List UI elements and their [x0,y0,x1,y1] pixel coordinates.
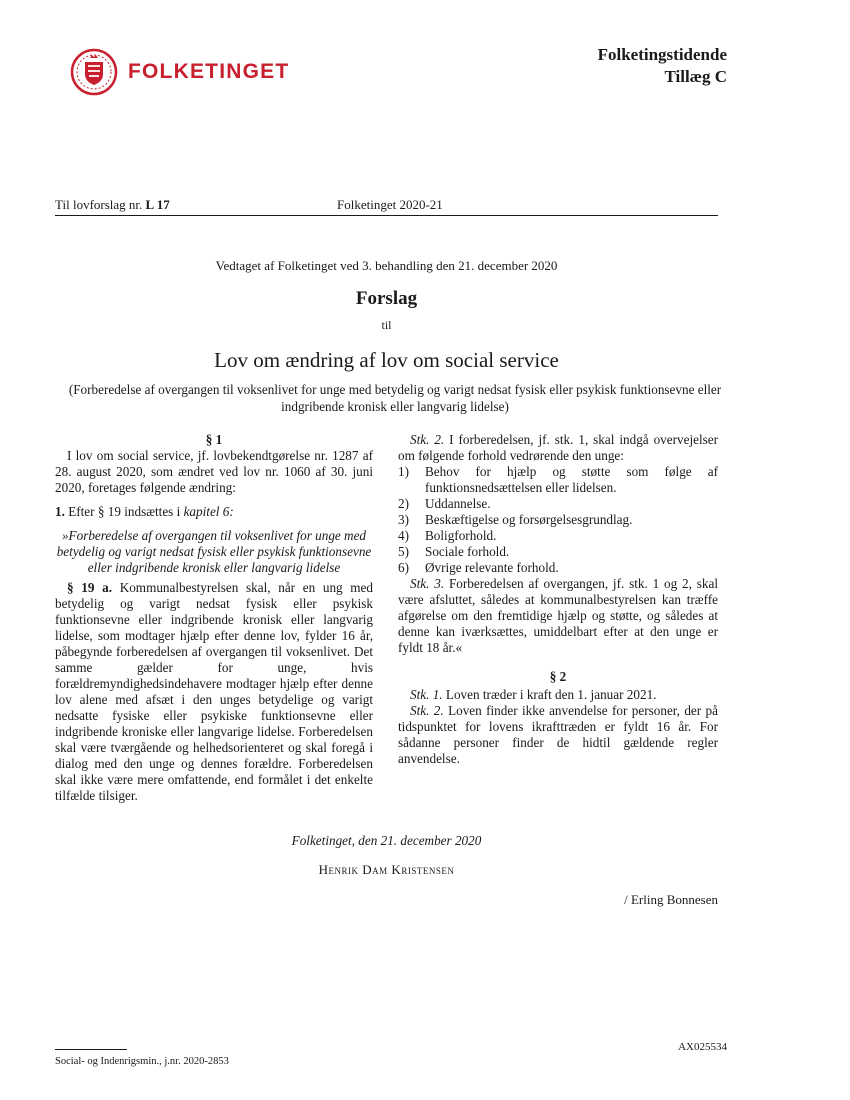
logo-wordmark: FOLKETINGET [128,60,290,83]
folketinget-logo [70,48,289,96]
signature-date: Folketinget, den 21. december 2020 [291,833,482,848]
section-2-stk1-text: Loven træder i kraft den 1. januar 2021. [445,687,657,702]
publication-header [598,44,727,88]
amendment-chapter: kapitel 6: [183,504,234,519]
section-2-stk2-label: Stk. 2. [410,703,444,718]
section-2-heading: § 2 [549,669,567,684]
law-title: Lov om ændring af lov om social service [214,348,559,372]
signatory-name: Henrik Dam Kristensen [318,862,455,877]
stk3-label: Stk. 3. [410,576,445,591]
paragraph-19a-label: § 19 a. [67,580,113,595]
list-item-number: 1) [398,464,409,479]
list-item-number: 4) [398,528,409,543]
list-item-text: Behov for hjælp og støtte som følge af funktionsnedsættelsen eller lidelsen. [425,464,718,495]
list-item [398,544,718,560]
stk2-text: I forberedelsen, jf. stk. 1, skal indgå overvejelser om følgende forhold vedrørende den unge: [398,432,719,463]
list-item-number: 5) [398,544,409,559]
list-item-text: Beskæftigelse og forsørgelsesgrundlag. [425,512,633,527]
considerations-list [398,464,718,576]
list-item-number: 3) [398,512,409,527]
right-column [398,432,718,767]
list-item [398,528,718,544]
law-subtitle: (Forberedelse af overgangen til voksenlivet for unge med betydelig og varigt nedsat fysisk eller psykisk funktionsevne eller indgribende kronisk eller langvarig lidelse) [68,382,722,414]
list-item-text: Sociale forhold. [425,544,510,559]
publication-supplement: Tillæg C [664,67,727,86]
list-item [398,512,718,528]
list-item-number: 2) [398,496,409,511]
session-label: Folketinget 2020-21 [337,197,443,212]
bill-reference [55,197,170,213]
list-item [398,496,718,512]
coat-of-arms-seal-icon [70,48,118,96]
list-item [398,560,718,576]
section-1-intro: I lov om social service, jf. lovbekendtgørelse nr. 1287 af 28. august 2020, som ændret ved lov nr. 1060 af 30. juni 2020, foretages følgende ændring: [55,448,373,495]
paragraph-19a [55,580,373,804]
stk2-label: Stk. 2. [410,432,445,447]
stk2 [398,432,718,464]
new-chapter-heading: »Forberedelse af overgangen til voksenlivet for unge med betydelig og varigt nedsat fysisk eller psykisk funktionsevne eller indgribende kronisk eller langvarig lidelse [56,528,372,575]
forslag-heading: Forslag [355,288,418,309]
bill-prefix: Til lovforslag nr. [55,197,143,212]
paragraph-19a-text: Kommunalbestyrelsen skal, når en ung med betydelig og varigt nedsat fysisk eller psykisk funktionsevne eller indgribende kronisk eller langvarig lidelse, som modtager hjælp efter denne lov, fylder 16 år, påbegynde forberedelsen af overgangen til voksenlivet. Det samme gælder for unge, hvis forældremyndighedsindehavere modtager hjælp efter denne lov alene med afsæt i den unges betydelige og varigt nedsatte fysiske eller psykiske funktionsevne eller indgribende kroniske eller langvarige lidelse. Forberedelsen skal være tværgående og helhedsorienteret og skal foregå i dialog med den unge og dennes forældre. Forberedelsen skal ikke være mere omfattende, end formålet i det enkelte tilfælde tilsiger. [55,580,374,803]
bill-number: L 17 [145,197,170,212]
section-2-stk1-label: Stk. 1. [410,687,443,702]
countersignature: / Erling Bonnesen [624,892,718,907]
amendment-item [55,504,373,520]
list-item-number: 6) [398,560,409,575]
amendment-number: 1. [55,504,65,519]
bill-meta-line [55,197,718,216]
adopted-note: Vedtaget af Folketinget ved 3. behandling den 21. december 2020 [215,258,558,273]
section-2-stk2 [398,703,718,767]
document-id: AX025534 [678,1041,727,1053]
amendment-text: Efter § 19 indsættes i [68,504,181,519]
section-1-heading: § 1 [205,432,223,447]
section-2-stk2-text: Loven finder ikke anvendelse for personer, der på tidspunktet for lovens ikrafttræden er fyldt 16 år. For sådanne personer finder de hidtil gældende regler anvendelse. [398,703,718,766]
stk3 [398,576,718,656]
publication-name: Folketingstidende [597,45,727,64]
section-2-stk1 [398,687,718,703]
list-item-text: Uddannelse. [425,496,491,511]
list-item [398,464,718,496]
list-item-text: Boligforhold. [425,528,497,543]
footnote: Social- og Indenrigsmin., j.nr. 2020-2853 [55,1056,229,1067]
footnote-divider [55,1049,127,1050]
stk3-text: Forberedelsen af overgangen, jf. stk. 1 og 2, skal være afsluttet, således at kommunalbestyrelsen kan træffe afgørelse om den fremtidige hjælp og støtte, og således at denne kan iværksættes, umiddelbart efter at den unge er fyldt 18 år.« [398,576,718,655]
til-label: til [381,318,392,332]
list-item-text: Øvrige relevante forhold. [425,560,559,575]
left-column [55,432,373,804]
